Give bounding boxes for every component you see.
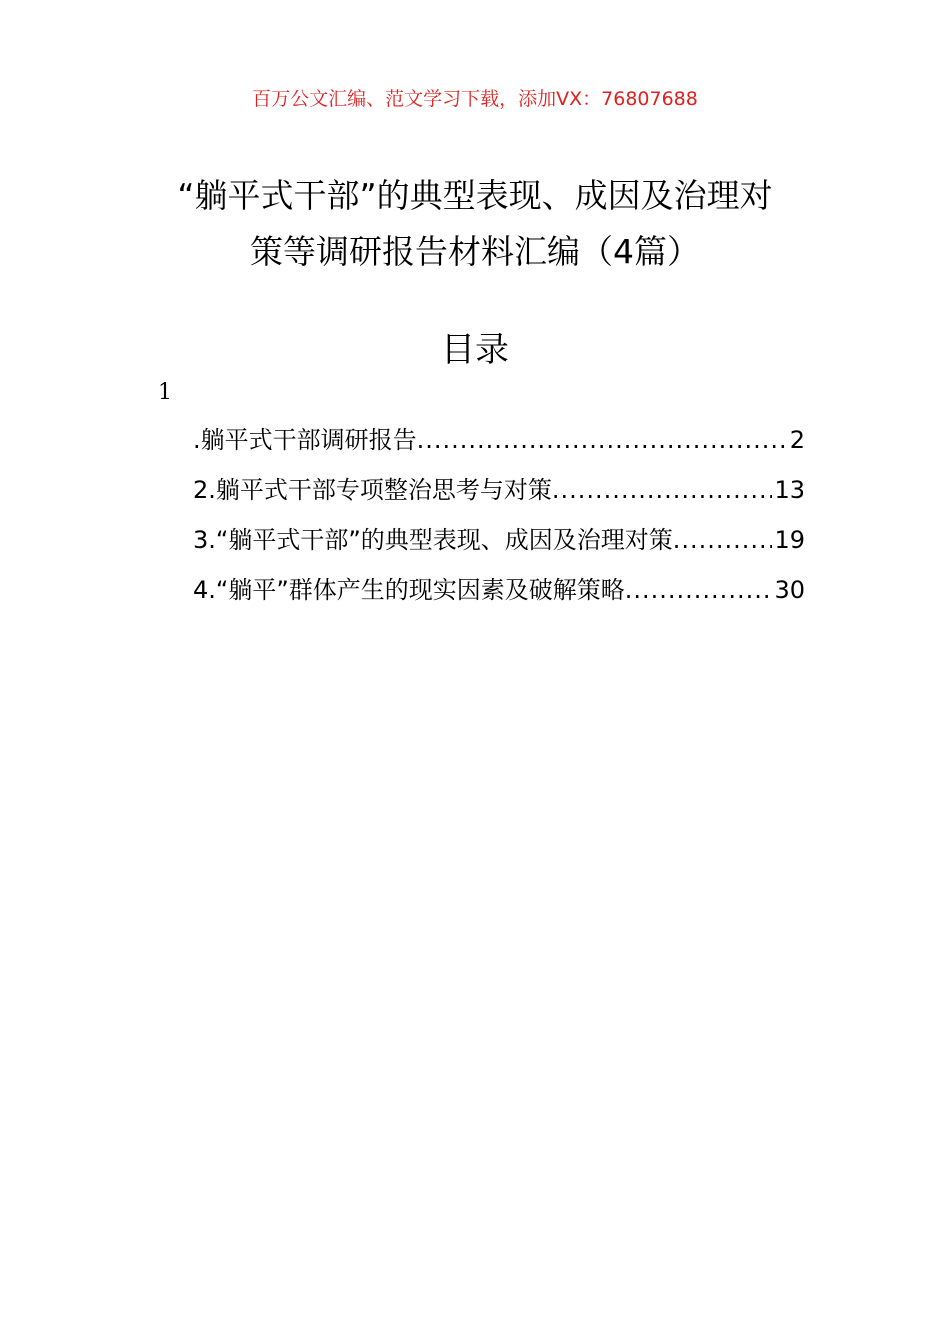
document-title <box>120 168 830 280</box>
toc-entry-3[interactable] <box>193 520 805 570</box>
toc-entry-title: 3.“躺平式干部”的典型表现、成因及治理对策 <box>193 526 673 554</box>
toc-entry-title: 2.躺平式干部专项整治思考与对策 <box>193 476 552 504</box>
toc-entry-title: .躺平式干部调研报告 <box>193 426 417 454</box>
stray-number-mark: 1 <box>158 380 172 405</box>
table-of-contents <box>193 420 805 620</box>
toc-page-number: 19 <box>774 526 805 554</box>
toc-leader-dots <box>673 526 773 554</box>
toc-entry-title: 4.“躺平”群体产生的现实因素及破解策略 <box>193 576 625 604</box>
toc-heading: 目录 <box>441 330 509 370</box>
header-note: 百万公文汇编、范文学习下载，添加VX：76807688 <box>252 88 698 110</box>
toc-page-number: 13 <box>774 476 805 504</box>
toc-leader-dots <box>625 576 773 604</box>
toc-leader-dots <box>417 426 788 454</box>
document-title-line-2: 策等调研报告材料汇编（4篇） <box>250 232 700 271</box>
toc-leader-dots <box>552 476 773 504</box>
document-title-line-1: “躺平式干部”的典型表现、成因及治理对 <box>177 176 773 215</box>
toc-page-number: 2 <box>789 426 805 454</box>
toc-entry-4[interactable] <box>193 570 805 620</box>
toc-entry-2[interactable] <box>193 470 805 520</box>
toc-page-number: 30 <box>774 576 805 604</box>
toc-entry-1[interactable] <box>193 420 805 470</box>
